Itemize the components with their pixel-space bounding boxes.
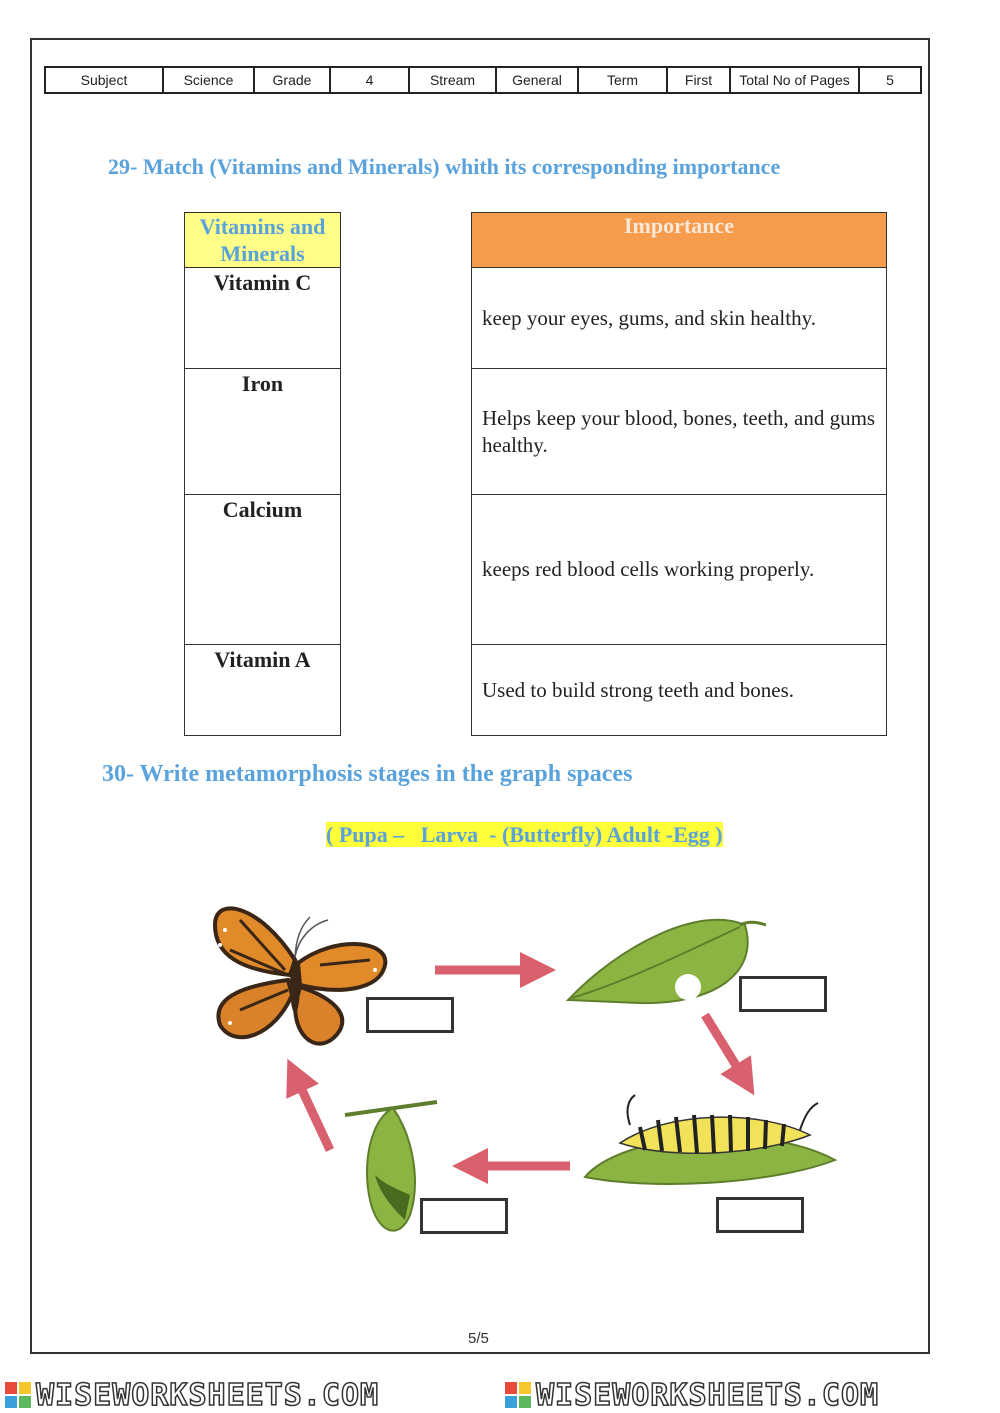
word-bank-text: ( Pupa – Larva - (Butterfly) Adult -Egg ) bbox=[326, 822, 723, 847]
header-cell-subject-value: Science bbox=[163, 67, 254, 93]
importance-table bbox=[471, 212, 887, 736]
header-cell-stream-label: Stream bbox=[409, 67, 496, 93]
header-cell-subject-label: Subject bbox=[45, 67, 163, 93]
footer-brand-text: WISEWORKSHEETS.COM bbox=[36, 1378, 380, 1413]
importance-item[interactable]: keeps red blood cells working properly. bbox=[472, 495, 887, 645]
page-number: 5/5 bbox=[468, 1330, 489, 1347]
importance-item[interactable]: Used to build strong teeth and bones. bbox=[472, 645, 887, 736]
importance-item[interactable]: keep your eyes, gums, and skin healthy. bbox=[472, 268, 887, 369]
brand-logo-icon bbox=[5, 1382, 31, 1408]
importance-header: Importance bbox=[472, 213, 887, 268]
header-info-table bbox=[44, 66, 922, 94]
header-cell-pages-value: 5 bbox=[859, 67, 921, 93]
leaf-egg-icon bbox=[568, 920, 766, 1003]
arrow-pupa-to-butterfly bbox=[295, 1075, 330, 1150]
caterpillar-icon bbox=[585, 1095, 835, 1184]
brand-logo-icon bbox=[505, 1382, 531, 1408]
answer-box-pupa[interactable] bbox=[420, 1198, 508, 1234]
answer-box-butterfly[interactable] bbox=[366, 997, 454, 1033]
arrow-egg-to-larva bbox=[705, 1015, 745, 1080]
butterfly-icon bbox=[215, 908, 385, 1043]
answer-box-larva[interactable] bbox=[716, 1197, 804, 1233]
vitamin-item[interactable]: Vitamin C bbox=[185, 268, 341, 369]
header-cell-grade-label: Grade bbox=[254, 67, 330, 93]
question-30-title: 30- Write metamorphosis stages in the graph spaces bbox=[102, 761, 633, 787]
header-cell-term-value: First bbox=[667, 67, 730, 93]
word-bank bbox=[326, 822, 723, 848]
vitamin-item[interactable]: Vitamin A bbox=[185, 645, 341, 736]
vitamin-item[interactable]: Iron bbox=[185, 369, 341, 495]
answer-box-egg[interactable] bbox=[739, 976, 827, 1012]
header-cell-term-label: Term bbox=[578, 67, 667, 93]
vitamin-item[interactable]: Calcium bbox=[185, 495, 341, 645]
header-cell-stream-value: General bbox=[496, 67, 578, 93]
vitamins-table bbox=[184, 212, 341, 736]
footer-brand-text: WISEWORKSHEETS.COM bbox=[536, 1378, 880, 1413]
importance-item[interactable]: Helps keep your blood, bones, teeth, and gums healthy. bbox=[472, 369, 887, 495]
question-29-title: 29- Match (Vitamins and Minerals) whith its corresponding importance bbox=[108, 154, 781, 179]
header-cell-grade-value: 4 bbox=[330, 67, 409, 93]
header-cell-pages-label: Total No of Pages bbox=[730, 67, 859, 93]
vitamins-header: Vitamins and Minerals bbox=[185, 213, 341, 268]
